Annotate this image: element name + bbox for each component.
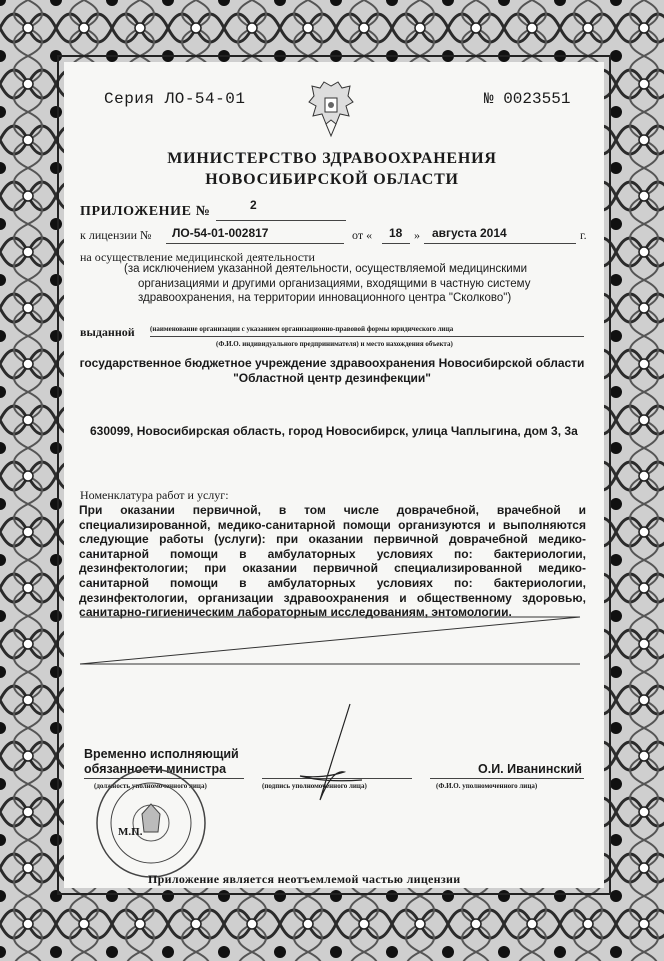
works-line: специализированной, медико-санитарной помощи организуются и выполняются [79,517,586,532]
handwritten-signature [292,700,372,810]
license-month-year: августа 2014 [432,226,507,240]
license-day: 18 [389,226,403,240]
signature-hint: (подпись уполномоченного лица) [262,782,367,790]
license-close-quote: » [414,228,420,242]
appendix-label: ПРИЛОЖЕНИЕ № [80,204,211,219]
license-number: ЛО-54-01-002817 [172,226,269,240]
document-number: № 0023551 [484,90,571,108]
works-line: следующие работы (услуги): при оказании первичной доврачебной медико- [79,532,586,547]
position-hint: (должность уполномоченного лица) [94,782,207,790]
works-line: дезинфектологии; при оказании первичной специализированной медико- [79,561,586,576]
issued-hint-1: (наименование организации с указанием организационно-правовой формы юридического лица [150,325,454,333]
issued-hint-2: (Ф.И.О. индивидуального предпринимателя) и место нахождения объекта) [216,340,453,348]
footer-note: Приложение является неотъемлемой частью лицензии [148,872,461,886]
works-label: Номенклатура работ и услуг: [80,488,229,502]
ministry-title-line1: МИНИСТЕРСТВО ЗДРАВООХРАНЕНИЯ [167,150,497,167]
stamp-mark: М.П. [118,826,143,838]
organization-name-line-2: "Областной центр дезинфекции" [233,371,431,385]
signatory-position-line-1: Временно исполняющий [84,747,239,761]
ministry-title-line2: НОВОСИБИРСКОЙ ОБЛАСТИ [205,171,459,188]
appendix-number: 2 [250,198,257,212]
name-line [430,778,584,779]
signatory-name: О.И. Иванинский [478,762,582,776]
works-line: санитарно-гигиеническим лабораторным исследованиям, энтомологии. [79,605,512,620]
license-from: от « [352,228,373,242]
organization-address: 630099, Новосибирская область, город Новосибирск, улица Чаплыгина, дом 3, 3а [90,424,578,438]
works-line: санитарной помощи в амбулаторных условиях по: бактериологии, [79,575,586,590]
signatory-position-line-2: обязанности министра [84,762,227,776]
activity-line-3: здравоохранения, на территории инновационного центра "Сколково") [138,292,512,304]
license-year-suffix: г. [580,228,587,242]
works-line: дезинфектологии, организации здравоохранения и общественному здоровью, [79,590,586,605]
activity-line-1: (за исключением указанной деятельности, осуществляемой медицинскими [124,263,528,275]
official-seal-stamp [94,766,208,880]
works-line: При оказании первичной, в том числе доврачебной, врачебной и [79,503,586,517]
issued-label: выданной [80,325,135,339]
license-label: к лицензии № [80,228,152,242]
activity-line-2: организациями и другими организациями, входящими в частную систему [138,278,531,290]
organization-name-line-1: государственное бюджетное учреждение здравоохранения Новосибирской области [79,356,585,370]
works-line: санитарной помощи в амбулаторных условиях по: бактериологии, [79,546,586,561]
name-hint: (Ф.И.О. уполномоченного лица) [436,782,538,790]
series-label: Серия ЛО-54-01 [104,90,246,108]
activity-label: на осуществление медицинской деятельности [80,250,315,264]
